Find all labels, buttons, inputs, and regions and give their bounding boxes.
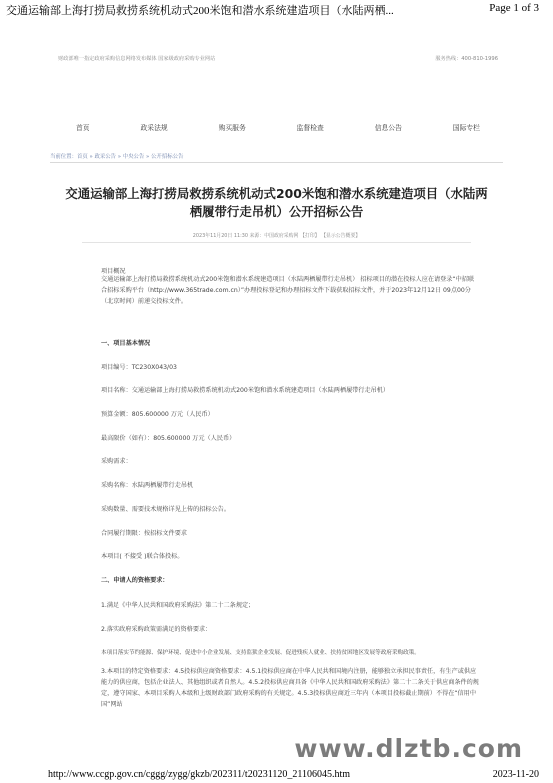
meta-divider (82, 242, 471, 243)
contract-period: 合同履行期限：按招标文件要求 (101, 530, 187, 537)
nav-item-regulations[interactable]: 政采法规 (140, 124, 168, 132)
budget-amount: 预算金额：805.600000 万元（人民币） (101, 411, 214, 418)
qualification-3: 3.本项目的特定资格要求：4.5投标供应商资格要求：4.5.1投标供应商在中华人民共和国境内注册，能够独立承担民事责任，有生产或供应能力的供应商，包括企业法人、其他组织或者自然人。4.5.2投标供应商具备《中华人民共和国政府采购法》第二十二条关于供应商条件的规定，遵守国家、本项目采购人本级和上级财政部门政府采购的有关规定。4.5.3投标供应商近三年内（本项目投标截止期前）不得在“信用中国”网站 (101, 668, 479, 708)
procurement-quantity: 采购数量、需要技术规格详见上传的招标公告。 (101, 506, 230, 513)
consortium-policy: 本项目( 不接受 )联合体投标。 (101, 553, 184, 560)
article-title: 交通运输部上海打捞局救捞系统机动式200米饱和潜水系统建造项目（水陆两栖履带行走吊机）公开招标公告 (65, 186, 488, 219)
site-slogan: 财政部唯一指定政府采购信息网络发布媒体 国家级政府采购专业网站 (58, 56, 216, 62)
procurement-demand-label: 采购需求： (101, 458, 132, 465)
project-number: 项目编号：TC230X043/03 (101, 364, 177, 371)
max-price: 最高限价（如有）：805.600000 万元（人民币） (101, 435, 236, 442)
qualification-1: 1.满足《中华人民共和国政府采购法》第二十二条规定； (101, 602, 255, 609)
breadcrumb-divider (50, 162, 503, 163)
nav-item-announcements[interactable]: 信息公告 (374, 124, 402, 132)
service-hotline: 服务热线：400-810-1996 (435, 56, 498, 62)
breadcrumb[interactable]: 当前位置：首页 » 政采公告 » 中央公告 » 公开招标公告 (50, 154, 184, 160)
main-nav (58, 122, 498, 136)
section-heading-basic-info: 一、项目基本情况 (101, 340, 151, 347)
print-footer-date: 2023-11-20 (492, 769, 539, 780)
overview-heading: 项目概况 (101, 268, 126, 275)
article-meta: 2023年11月20日 11:30 来源：中国政府采购网 【打印】 【显示公告概要】 (192, 233, 361, 239)
overview-paragraph: 交通运输部上海打捞局救捞系统机动式200米饱和潜水系统建造项目（水陆两栖履带行走吊机） 招标项目的潜在投标人应在请登录“中招联合招标采购平台（http://www.365trade.com.cn）”办理投标登记和办理招标文件下载获取招标文件，并于2023年12月12日 09点00分（北京时间）前递交投标文件。 (101, 276, 475, 305)
site-watermark: www.dlztb.com (294, 734, 523, 763)
print-header-title: 交通运输部上海打捞局救捞系统机动式200米饱和潜水系统建造项目（水陆两栖... (6, 5, 394, 17)
print-page-number: Page 1 of 3 (489, 2, 539, 14)
qualification-2: 2.落实政府采购政策需满足的资格要求： (101, 626, 212, 633)
site-topline (58, 55, 498, 67)
print-footer-url: http://www.ccgp.gov.cn/cggg/zygg/gkzb/202311/t20231120_21106045.htm (48, 769, 351, 780)
nav-item-international[interactable]: 国际专栏 (452, 124, 480, 132)
procurement-name: 采购名称：水陆两栖履带行走吊机 (101, 482, 194, 489)
project-name: 项目名称：交通运输部上海打捞局救捞系统机动式200米饱和潜水系统建造项目（水陆两栖履带行走吊机） (101, 387, 390, 394)
nav-item-purchase-services[interactable]: 购买服务 (218, 124, 246, 132)
nav-item-home[interactable]: 首页 (76, 124, 90, 132)
print-footer (0, 767, 553, 783)
nav-item-supervision[interactable]: 监督检查 (296, 124, 324, 132)
policy-statement: 本项目落实节约能源、保护环境、促进中小企业发展、支持监狱企业发展、促进残疾人就业、扶持贫困地区发展等政府采购政策。 (101, 650, 420, 656)
section-heading-qualifications: 二、申请人的资格要求： (101, 577, 169, 584)
print-header (0, 0, 553, 18)
